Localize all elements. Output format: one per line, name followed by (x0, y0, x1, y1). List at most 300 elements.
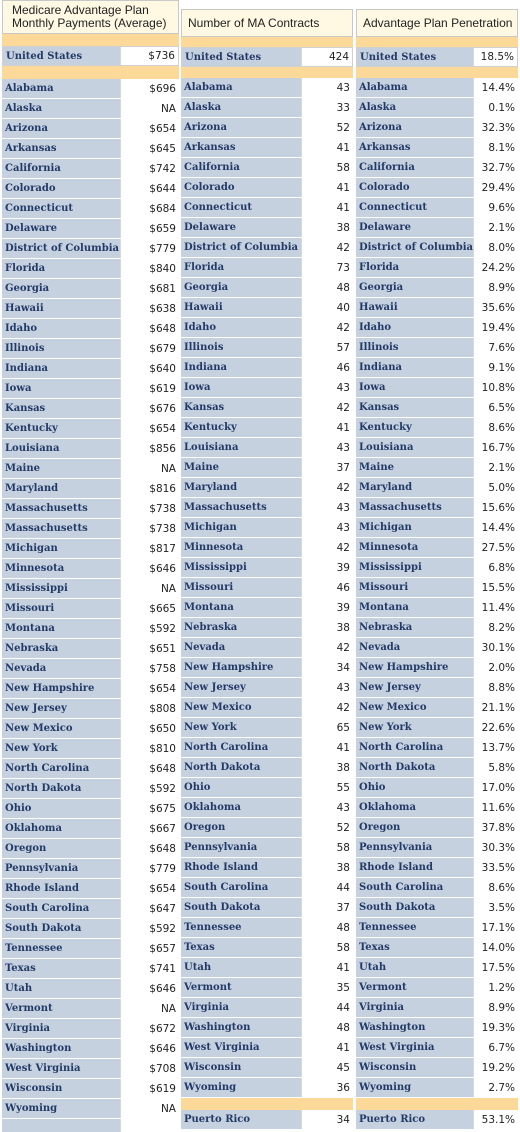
table-row (181, 858, 353, 878)
state-value: $654 (120, 419, 179, 438)
table-row (356, 518, 518, 538)
state-value: 8.9% (473, 998, 518, 1017)
state-value: 42 (301, 318, 353, 337)
table-row (356, 798, 518, 818)
state-name: Arkansas (2, 139, 120, 158)
state-name: Colorado (356, 178, 473, 197)
state-value: 15.6% (473, 498, 518, 517)
pr-row (181, 1110, 353, 1130)
table-row (2, 99, 179, 119)
state-value: 8.2% (473, 618, 518, 637)
state-value: 27.5% (473, 538, 518, 557)
state-value: 37.8% (473, 818, 518, 837)
state-value: 14.4% (473, 78, 518, 97)
table-row (2, 979, 179, 999)
state-name: Missouri (356, 578, 473, 597)
table-row (181, 898, 353, 918)
table-row (2, 1079, 179, 1099)
table-row (2, 859, 179, 879)
table-row (356, 698, 518, 718)
state-value: $640 (120, 359, 179, 378)
state-name: Tennessee (181, 918, 301, 937)
table-row (181, 478, 353, 498)
table-row (2, 939, 179, 959)
state-value: 43 (301, 678, 353, 697)
table-row (2, 159, 179, 179)
state-name: Tennessee (2, 939, 120, 958)
state-name: Delaware (2, 219, 120, 238)
table-row (181, 338, 353, 358)
state-value: $648 (120, 839, 179, 858)
state-name: Ohio (2, 799, 120, 818)
table-row (2, 239, 179, 259)
us-name: United States (3, 47, 120, 65)
state-name: Michigan (2, 539, 120, 558)
us-row (356, 47, 518, 67)
table-row (2, 599, 179, 619)
state-name: Nebraska (2, 639, 120, 658)
state-name: Minnesota (2, 559, 120, 578)
state-name: Florida (2, 259, 120, 278)
table-row (2, 679, 179, 699)
state-value: NA (120, 459, 179, 478)
state-value: 32.3% (473, 118, 518, 137)
state-name: North Dakota (181, 758, 301, 777)
state-name: Kansas (2, 399, 120, 418)
state-value: $679 (120, 339, 179, 358)
state-value: 2.7% (473, 1078, 518, 1097)
table-row (181, 98, 353, 118)
table-row (181, 818, 353, 838)
state-value: NA (120, 1099, 179, 1118)
table-row (2, 259, 179, 279)
state-name: Washington (2, 1039, 120, 1058)
table-row (181, 958, 353, 978)
state-value: 1.2% (473, 978, 518, 997)
state-value: 17.5% (473, 958, 518, 977)
state-name: Hawaii (181, 298, 301, 317)
table-row (181, 458, 353, 478)
state-name: Alaska (2, 99, 120, 118)
state-name: Alaska (181, 98, 301, 117)
state-value: 42 (301, 398, 353, 417)
state-value: 36 (301, 1078, 353, 1097)
state-value: $681 (120, 279, 179, 298)
state-value: 6.5% (473, 398, 518, 417)
state-name: Alaska (356, 98, 473, 117)
state-value: 58 (301, 938, 353, 957)
state-value: 58 (301, 838, 353, 857)
table-row (2, 919, 179, 939)
state-name: New York (356, 718, 473, 737)
state-name: Illinois (181, 338, 301, 357)
state-value: 35 (301, 978, 353, 997)
table-row (356, 858, 518, 878)
state-value: 48 (301, 1018, 353, 1037)
state-name: Louisiana (2, 439, 120, 458)
table-row (2, 579, 179, 599)
state-name: Washington (181, 1018, 301, 1037)
state-value: 39 (301, 558, 353, 577)
pr-row (356, 1110, 518, 1130)
state-name: Maryland (2, 479, 120, 498)
table-row (356, 838, 518, 858)
state-name: New Hampshire (2, 679, 120, 698)
table-row (2, 799, 179, 819)
state-value: $840 (120, 259, 179, 278)
state-name: Arizona (2, 119, 120, 138)
state-value: 9.1% (473, 358, 518, 377)
state-value: 5.8% (473, 758, 518, 777)
table-row (181, 138, 353, 158)
state-name: Pennsylvania (181, 838, 301, 857)
state-value: 45 (301, 1058, 353, 1077)
table-row (356, 978, 518, 998)
state-value: 43 (301, 438, 353, 457)
table-row (2, 279, 179, 299)
table-row (356, 158, 518, 178)
table-row (181, 298, 353, 318)
table-row (2, 519, 179, 539)
table-row (181, 638, 353, 658)
state-name: Indiana (2, 359, 120, 378)
state-name: New York (181, 718, 301, 737)
state-name: Missouri (2, 599, 120, 618)
table-row (2, 339, 179, 359)
footer-row (2, 1119, 179, 1132)
state-value: 17.1% (473, 918, 518, 937)
state-value: $708 (120, 1059, 179, 1078)
table-row (356, 918, 518, 938)
state-name: Idaho (2, 319, 120, 338)
table-row (2, 879, 179, 899)
state-name: Utah (356, 958, 473, 977)
separator-band (2, 66, 179, 79)
state-name: Arkansas (356, 138, 473, 157)
state-value: 42 (301, 638, 353, 657)
state-value: 38 (301, 218, 353, 237)
state-value: $654 (120, 879, 179, 898)
state-name: Oregon (181, 818, 301, 837)
table-row (2, 559, 179, 579)
table-row (181, 658, 353, 678)
table-row (181, 678, 353, 698)
state-name: Rhode Island (181, 858, 301, 877)
state-value: $650 (120, 719, 179, 738)
state-name: Wisconsin (181, 1058, 301, 1077)
table-row (2, 199, 179, 219)
state-value: $665 (120, 599, 179, 618)
state-value: 22.6% (473, 718, 518, 737)
table-row (181, 838, 353, 858)
state-value: 0.1% (473, 98, 518, 117)
us-value: 18.5% (473, 48, 517, 66)
state-value: 48 (301, 278, 353, 297)
state-name: Colorado (2, 179, 120, 198)
state-value: 11.6% (473, 798, 518, 817)
contracts-rows (181, 78, 353, 1098)
state-value: NA (120, 579, 179, 598)
state-name: Wisconsin (356, 1058, 473, 1077)
state-name: Rhode Island (356, 858, 473, 877)
state-value: $810 (120, 739, 179, 758)
table-row (356, 898, 518, 918)
table-row (181, 418, 353, 438)
state-name: Michigan (356, 518, 473, 537)
table-row (181, 258, 353, 278)
state-name: Connecticut (2, 199, 120, 218)
table-row (356, 658, 518, 678)
state-value: 40 (301, 298, 353, 317)
state-name: Connecticut (181, 198, 301, 217)
state-name: New Mexico (356, 698, 473, 717)
state-value: 9.6% (473, 198, 518, 217)
table-row (356, 1058, 518, 1078)
pr-value: 34 (301, 1110, 353, 1129)
state-name: Florida (356, 258, 473, 277)
state-value: 37 (301, 458, 353, 477)
state-value: $667 (120, 819, 179, 838)
table-row (2, 1019, 179, 1039)
table-row (2, 459, 179, 479)
table-row (181, 798, 353, 818)
state-value: 43 (301, 798, 353, 817)
table-row (356, 778, 518, 798)
state-name: Maryland (181, 478, 301, 497)
table-row (356, 458, 518, 478)
state-value: $592 (120, 779, 179, 798)
state-name: Louisiana (356, 438, 473, 457)
state-name: Montana (356, 598, 473, 617)
table-row (181, 498, 353, 518)
state-value: $816 (120, 479, 179, 498)
state-value: 42 (301, 538, 353, 557)
state-name: New Jersey (181, 678, 301, 697)
state-name: Ohio (181, 778, 301, 797)
state-value: $592 (120, 919, 179, 938)
state-value: 43 (301, 378, 353, 397)
table-row (181, 578, 353, 598)
table-row (356, 398, 518, 418)
state-value: 14.0% (473, 938, 518, 957)
table-row (2, 899, 179, 919)
state-name: Minnesota (356, 538, 473, 557)
state-name: Georgia (181, 278, 301, 297)
state-name: California (356, 158, 473, 177)
state-name: Mississippi (2, 579, 120, 598)
state-value: $592 (120, 619, 179, 638)
header-band (2, 34, 179, 46)
state-name: Vermont (356, 978, 473, 997)
state-value: 32.7% (473, 158, 518, 177)
state-value: 6.8% (473, 558, 518, 577)
state-name: Wyoming (2, 1099, 120, 1118)
state-name: Nevada (2, 659, 120, 678)
state-name: Tennessee (356, 918, 473, 937)
us-name: United States (357, 48, 473, 66)
state-name: New York (2, 739, 120, 758)
state-name: Kansas (181, 398, 301, 417)
state-value: 44 (301, 878, 353, 897)
table-row (2, 619, 179, 639)
table-row (2, 359, 179, 379)
state-name: Alabama (181, 78, 301, 97)
us-value: $736 (120, 47, 178, 65)
state-name: Hawaii (2, 299, 120, 318)
table-row (356, 738, 518, 758)
state-value: 19.4% (473, 318, 518, 337)
table-row (356, 338, 518, 358)
state-name: Massachusetts (181, 498, 301, 517)
table-row (181, 198, 353, 218)
state-value: $644 (120, 179, 179, 198)
state-value: 6.7% (473, 1038, 518, 1057)
state-value: 43 (301, 78, 353, 97)
payments-title-line1: Medicare Advantage Plan (12, 3, 149, 17)
table-row (2, 1099, 179, 1119)
state-name: Louisiana (181, 438, 301, 457)
state-name: West Virginia (2, 1059, 120, 1078)
table-row (356, 1038, 518, 1058)
state-value: 8.6% (473, 878, 518, 897)
state-name: Kentucky (2, 419, 120, 438)
state-value: $738 (120, 499, 179, 518)
state-value: 19.2% (473, 1058, 518, 1077)
table-row (2, 1059, 179, 1079)
state-value: 33.5% (473, 858, 518, 877)
state-value: $779 (120, 859, 179, 878)
table-row (2, 659, 179, 679)
penetration-title: Advantage Plan Penetration (363, 15, 513, 30)
separator-band (356, 67, 518, 78)
state-value: 35.6% (473, 298, 518, 317)
state-name: Utah (2, 979, 120, 998)
state-value: 30.3% (473, 838, 518, 857)
state-value: $659 (120, 219, 179, 238)
state-name: Texas (2, 959, 120, 978)
table-row (181, 1038, 353, 1058)
table-row (181, 778, 353, 798)
state-name: Massachusetts (356, 498, 473, 517)
state-value: $648 (120, 759, 179, 778)
table-row (181, 438, 353, 458)
contracts-table (181, 0, 353, 1130)
table-row (356, 558, 518, 578)
table-row (356, 998, 518, 1018)
state-value: 43 (301, 518, 353, 537)
table-row (356, 758, 518, 778)
table-row (2, 819, 179, 839)
state-value: 52 (301, 118, 353, 137)
us-row (2, 46, 179, 66)
table-row (181, 558, 353, 578)
state-value: 2.1% (473, 458, 518, 477)
table-row (356, 218, 518, 238)
state-value: $619 (120, 379, 179, 398)
state-name: Wisconsin (2, 1079, 120, 1098)
state-value: 46 (301, 358, 353, 377)
state-name: Oregon (356, 818, 473, 837)
state-value: NA (120, 99, 179, 118)
state-value: $738 (120, 519, 179, 538)
state-name: Minnesota (181, 538, 301, 557)
state-name: Indiana (181, 358, 301, 377)
state-name: Idaho (181, 318, 301, 337)
state-value: $672 (120, 1019, 179, 1038)
table-row (356, 298, 518, 318)
state-name: California (2, 159, 120, 178)
state-name: Maine (356, 458, 473, 477)
state-name: Washington (356, 1018, 473, 1037)
state-value: $651 (120, 639, 179, 658)
table-row (181, 218, 353, 238)
table-row (2, 539, 179, 559)
state-value: 2.1% (473, 218, 518, 237)
state-value: 41 (301, 178, 353, 197)
table-row (356, 538, 518, 558)
table-row (2, 439, 179, 459)
table-row (2, 139, 179, 159)
table-row (181, 378, 353, 398)
table-row (181, 78, 353, 98)
state-value: NA (120, 999, 179, 1018)
table-row (356, 198, 518, 218)
table-row (181, 978, 353, 998)
state-value: $654 (120, 119, 179, 138)
us-value: 424 (301, 48, 352, 66)
state-value: 55 (301, 778, 353, 797)
table-row (356, 878, 518, 898)
table-row (181, 278, 353, 298)
table-row (181, 178, 353, 198)
table-row (2, 119, 179, 139)
payments-rows (2, 79, 179, 1119)
state-value: 14.4% (473, 518, 518, 537)
state-name: Nevada (356, 638, 473, 657)
state-name: Vermont (181, 978, 301, 997)
state-value: 15.5% (473, 578, 518, 597)
state-name: Mississippi (356, 558, 473, 577)
state-name: South Carolina (181, 878, 301, 897)
state-value: 38 (301, 618, 353, 637)
state-name: Maine (2, 459, 120, 478)
state-name: Virginia (2, 1019, 120, 1038)
state-value: 13.7% (473, 738, 518, 757)
table-row (181, 878, 353, 898)
state-name: West Virginia (356, 1038, 473, 1057)
table-row (2, 379, 179, 399)
state-name: District of Columbia (356, 238, 473, 257)
state-value: 38 (301, 858, 353, 877)
table-row (2, 719, 179, 739)
state-value: 65 (301, 718, 353, 737)
state-name: Maryland (356, 478, 473, 497)
state-value: $619 (120, 1079, 179, 1098)
state-value: 21.1% (473, 698, 518, 717)
state-value: 30.1% (473, 638, 518, 657)
state-value: 41 (301, 958, 353, 977)
table-row (2, 959, 179, 979)
table-row (356, 938, 518, 958)
state-value: 8.9% (473, 278, 518, 297)
state-name: Nebraska (356, 618, 473, 637)
table-row (181, 918, 353, 938)
state-name: Arizona (181, 118, 301, 137)
state-value: 39 (301, 598, 353, 617)
penetration-table (356, 0, 518, 1130)
state-name: Montana (2, 619, 120, 638)
header-band (181, 37, 353, 47)
